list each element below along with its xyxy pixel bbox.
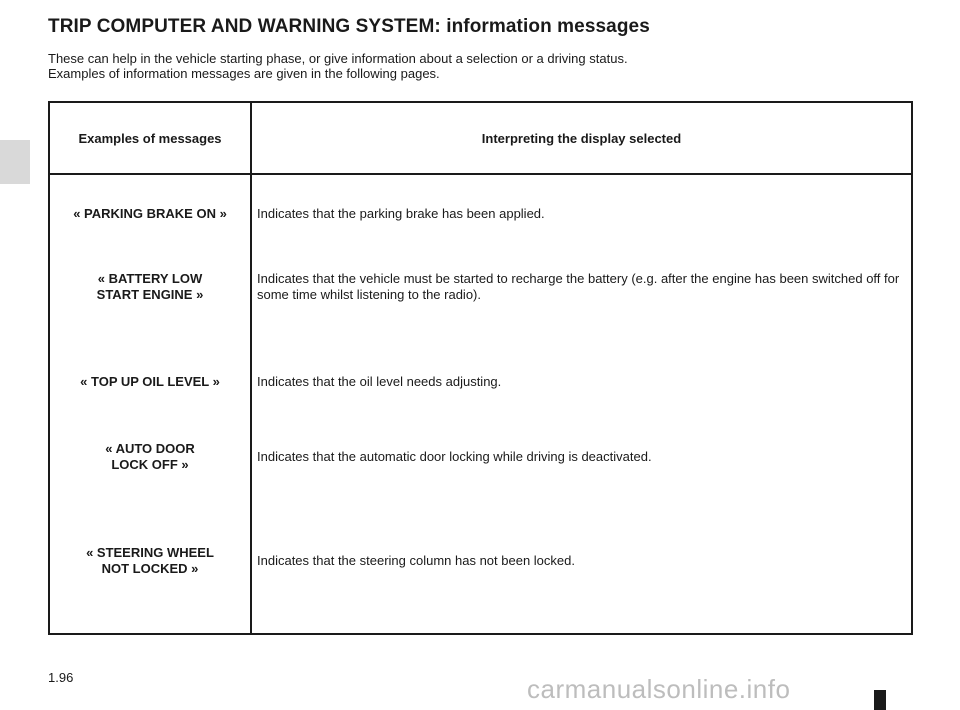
table-row: [49, 345, 912, 419]
page-number: 1.96: [48, 670, 74, 685]
description-cell: Indicates that the automatic door locking while driving is deactivated.: [257, 449, 652, 464]
description-cell: Indicates that the parking brake has been applied.: [257, 206, 545, 221]
message-cell: [49, 345, 251, 419]
message-text: NOT LOCKED »: [101, 561, 199, 576]
intro-text: [48, 51, 908, 81]
table-row: [49, 419, 912, 523]
table-row: [49, 253, 912, 345]
description-cell: Indicates that the oil level needs adjusting.: [257, 374, 502, 389]
message-cell: [49, 174, 251, 253]
description-cell: Indicates that the steering column has not been locked.: [257, 553, 575, 568]
message-cell: [49, 523, 251, 634]
message-cell: [49, 253, 251, 345]
message-text: « STEERING WHEEL: [86, 545, 214, 560]
message-cell: [49, 419, 251, 523]
message-text: START ENGINE »: [96, 287, 204, 302]
messages-table: [48, 101, 913, 635]
description-cell: Indicates that the vehicle must be started to recharge the battery (e.g. after the engine has been switched off for some time whilst listening to the radio).: [257, 271, 900, 302]
column-header-messages: Examples of messages: [49, 102, 251, 174]
corner-marker: [874, 690, 886, 710]
table-row: [49, 523, 912, 634]
table-row: [49, 174, 912, 253]
message-text: LOCK OFF »: [111, 457, 189, 472]
watermark-text: carmanualsonline.info: [527, 674, 791, 704]
section-side-tab: [0, 140, 30, 184]
message-text: « TOP UP OIL LEVEL »: [80, 374, 220, 389]
message-text: « BATTERY LOW: [97, 271, 203, 286]
page-title: TRIP COMPUTER AND WARNING SYSTEM: information messages: [48, 16, 650, 37]
column-header-interpretation: Interpreting the display selected: [251, 102, 912, 174]
intro-line-1: These can help in the vehicle starting phase, or give information about a selection or a driving status.: [48, 51, 628, 66]
message-text: « AUTO DOOR: [105, 441, 195, 456]
message-text: « PARKING BRAKE ON »: [73, 206, 227, 221]
intro-line-2: Examples of information messages are given in the following pages.: [48, 66, 440, 81]
table-header-row: [49, 102, 912, 174]
